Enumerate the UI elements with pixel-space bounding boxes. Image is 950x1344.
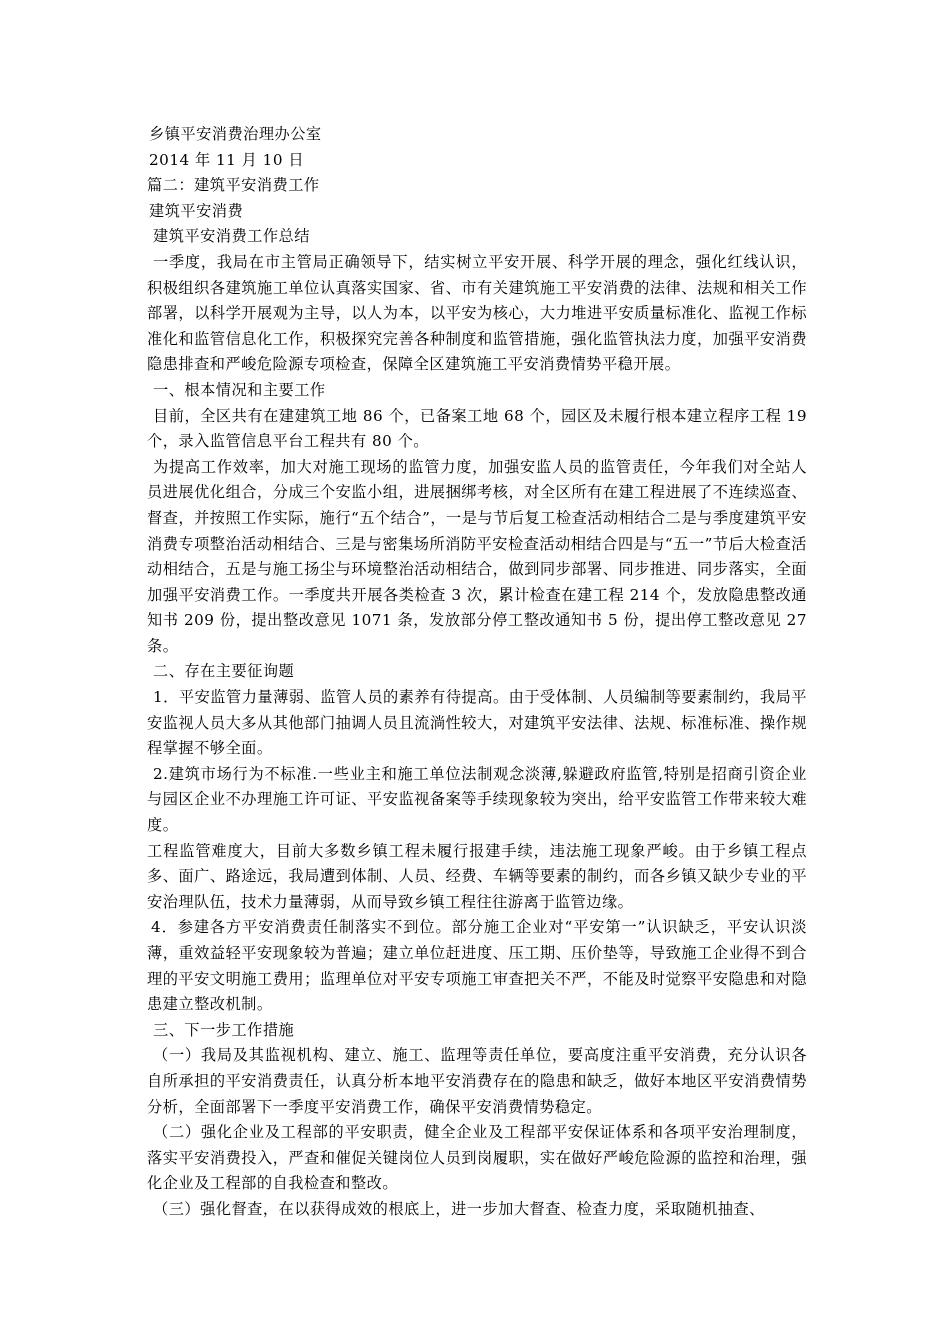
intro-paragraph: 一季度，我局在市主管局正确领导下，结实树立平安开展、科学开展的理念，强化红线认识，积极组织各建筑施工单位认真落实国家、省、市有关建筑施工平安消费的法律、法规和相关工作部署，以科学开展观为主导，以人为本，以平安为核心，大力堆进平安质量标准化、监视工作标准化和监管信息化工作，积极探究完善各种制度和监管措施，强化监管执法力度，加强平安消费隐患排查和严峻危险源专项检查，保障全区建筑施工平安消费情势平稳开展。 [147,252,807,374]
signature-date: 2014 年 11 月 10 日 [149,150,305,169]
section-3-paragraph-1: （一）我局及其监视机构、建立、施工、监理等责任单位，要高度注重平安消费，充分认识各自所承担的平安消费责任，认真分析本地平安消费存在的隐患和缺乏，做好本地区平安消费情势分析，全面部署下一季度平安消费工作，确保平安消费情势稳定。 [147,1046,807,1116]
section-2-paragraph-3: 工程监管难度大，目前大多数乡镇工程未履行报建手续，违法施工现象严峻。由于乡镇工程点多、面广、路途远，我局遭到体制、人员、经费、车辆等要素的制约，而各乡镇又缺少专业的平安治理队伍，技术力量薄弱，从而导致乡镇工程往往游离于监管边缘。 [147,841,807,911]
section-3-paragraph-2: （二）强化企业及工程部的平安职责，健全企业及工程部平安保证体系和各项平安治理制度，落实平安消费投入，严查和催促关键岗位人员到岗履职，实在做好严峻危险源的监控和治理，强化企业及工程部的自我检查和整改。 [147,1123,807,1193]
section-1-paragraph-1: 目前，全区共有在建建筑工地 86 个，已备案工地 68 个，园区及未履行根本建立程序工程 19 个，录入监管信息平台工程共有 80 个。 [147,406,807,451]
summary-title: 建筑平安消费工作总结 [153,227,310,246]
section-2-paragraph-2: 2.建筑市场行为不标准.一些业主和施工单位法制观念淡薄,躲避政府监管,特别是招商引资企业与园区企业不办理施工许可证、平安监视备案等手续现象较为突出，给平安监管工作带来较大难度。 [147,764,807,835]
section-1-title: 一、根本情况和主要工作 [153,380,326,399]
section-3-title: 三、下一步工作措施 [153,1020,295,1039]
signature-org: 乡镇平安消费治理办公室 [149,125,322,143]
section-2-title: 二、存在主要征询题 [153,662,295,681]
section-2-paragraph-4: 4．参建各方平安消费责任制落实不到位。部分施工企业对“平安第一”认识缺乏，平安认识淡薄，重效益轻平安现象较为普遍；建立单位赶进度、压工期、压价垫等，导致施工企业得不到合理的平安文明施工费用；监理单位对平安专项施工审查把关不严，不能及时觉察平安隐患和对隐患建立整改机制。 [147,918,807,1014]
document-page [147,122,807,1223]
section-3-paragraph-3: （三）强化督查，在以获得成效的根底上，进一步加大督查、检查力度，采取随机抽查、 [153,1199,765,1218]
sub-title: 建筑平安消费 [149,201,244,220]
part-title: 篇二：建筑平安消费工作 [147,176,320,195]
section-2-paragraph-1: 1．平安监管力量薄弱、监管人员的素养有待提高。由于受体制、人员编制等要素制约，我局平安监视人员大多从其他部门抽调人员且流淌性较大，对建筑平安法律、法规、标准标准、操作规程掌握不够全面。 [147,688,807,758]
section-1-paragraph-2: 为提高工作效率，加大对施工现场的监管力度，加强安监人员的监管责任，今年我们对全站人员进展优化组合，分成三个安监小组，进展捆绑考核，对全区所有在建工程进展了不连续巡查、督查，并按照工作实际，施行“五个结合”，一是与节后复工检查活动相结合二是与季度建筑平安消费专项整治活动相结合、三是与密集场所消防平安检查活动相结合四是与“五一”节后大检查活动相结合，五是与施工扬尘与环境整治活动相结合，做到同步部署、同步推进、同步落实，全面加强平安消费工作。一季度共开展各类检查 3 次，累计检查在建工程 214 个，发放隐患整改通知书 209 份，提出整改意见 1071 条，发放部分停工整改通知书 5 份，提出停工整改意见 27 条。 [147,457,807,655]
